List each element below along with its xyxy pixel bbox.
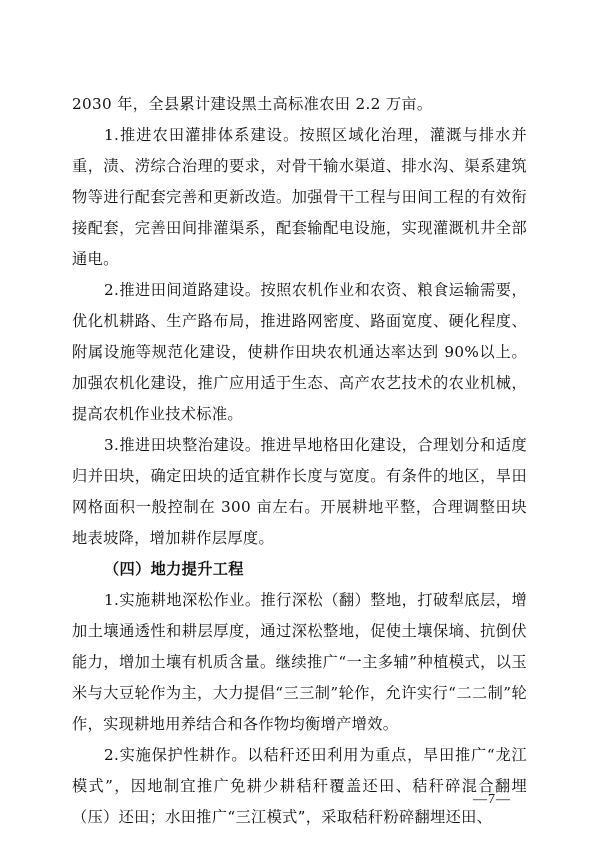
paragraph-field-roads: 2.推进田间道路建设。按照农机作业和农资、粮食运输需要，优化机耕路、生产路布局，推进路网密度、路面宽度、硬化程度、附属设施等规范化建设，使耕作田块农机通达率达到 90%以上。加强农机化建设，推广应用适于生态、高产农艺技术的农业机械，提高农机作业技术标准。 bbox=[72, 281, 527, 423]
paragraph-intro: 2030 年，全县累计建设黑土高标准农田 2.2 万亩。 bbox=[72, 95, 433, 113]
section-heading: （四）地力提升工程 bbox=[104, 560, 244, 578]
paragraph-deep-tillage: 1.实施耕地深松作业。推行深松（翻）整地，打破犁底层，增加土壤通透性和耕层厚度，通过深松整地，促使土壤保墒、抗倒伏能力，增加土壤有机质含量。继续推广“一主多辅”种植模式，以玉米与大豆轮作为主，大力提倡“三三制”轮作，允许实行“二二制”轮作，实现耕地用养结合和各作物均衡增产增效。 bbox=[72, 591, 527, 733]
paragraph-irrigation: 1.推进农田灌排体系建设。按照区域化治理，灌溉与排水并重，渍、涝综合治理的要求，对骨干输水渠道、排水沟、渠系建筑物等进行配套完善和更新改造。加强骨干工程与田间工程的有效衔接配套，完善田间排灌渠系，配套输配电设施，实现灌溉机井全部通电。 bbox=[72, 126, 527, 268]
body-text bbox=[72, 89, 527, 833]
paragraph-field-plots: 3.推进田块整治建设。推进旱地格田化建设，合理划分和适度归并田块，确定田块的适宜耕作长度与宽度。有条件的地区，旱田网格面积一般控制在 300 亩左右。开展耕地平整，合理调整田块地表坡降，增加耕作层厚度。 bbox=[72, 436, 527, 547]
page-number: —7— bbox=[473, 792, 511, 807]
paragraph-conservation-tillage: 2.实施保护性耕作。以秸秆还田利用为重点，旱田推广“龙江模式”，因地制宜推广免耕少耕秸秆覆盖还田、秸秆碎混合翻埋（压）还田；水田推广“三江模式”，采取秸秆粉碎翻埋还田、 bbox=[72, 746, 527, 826]
